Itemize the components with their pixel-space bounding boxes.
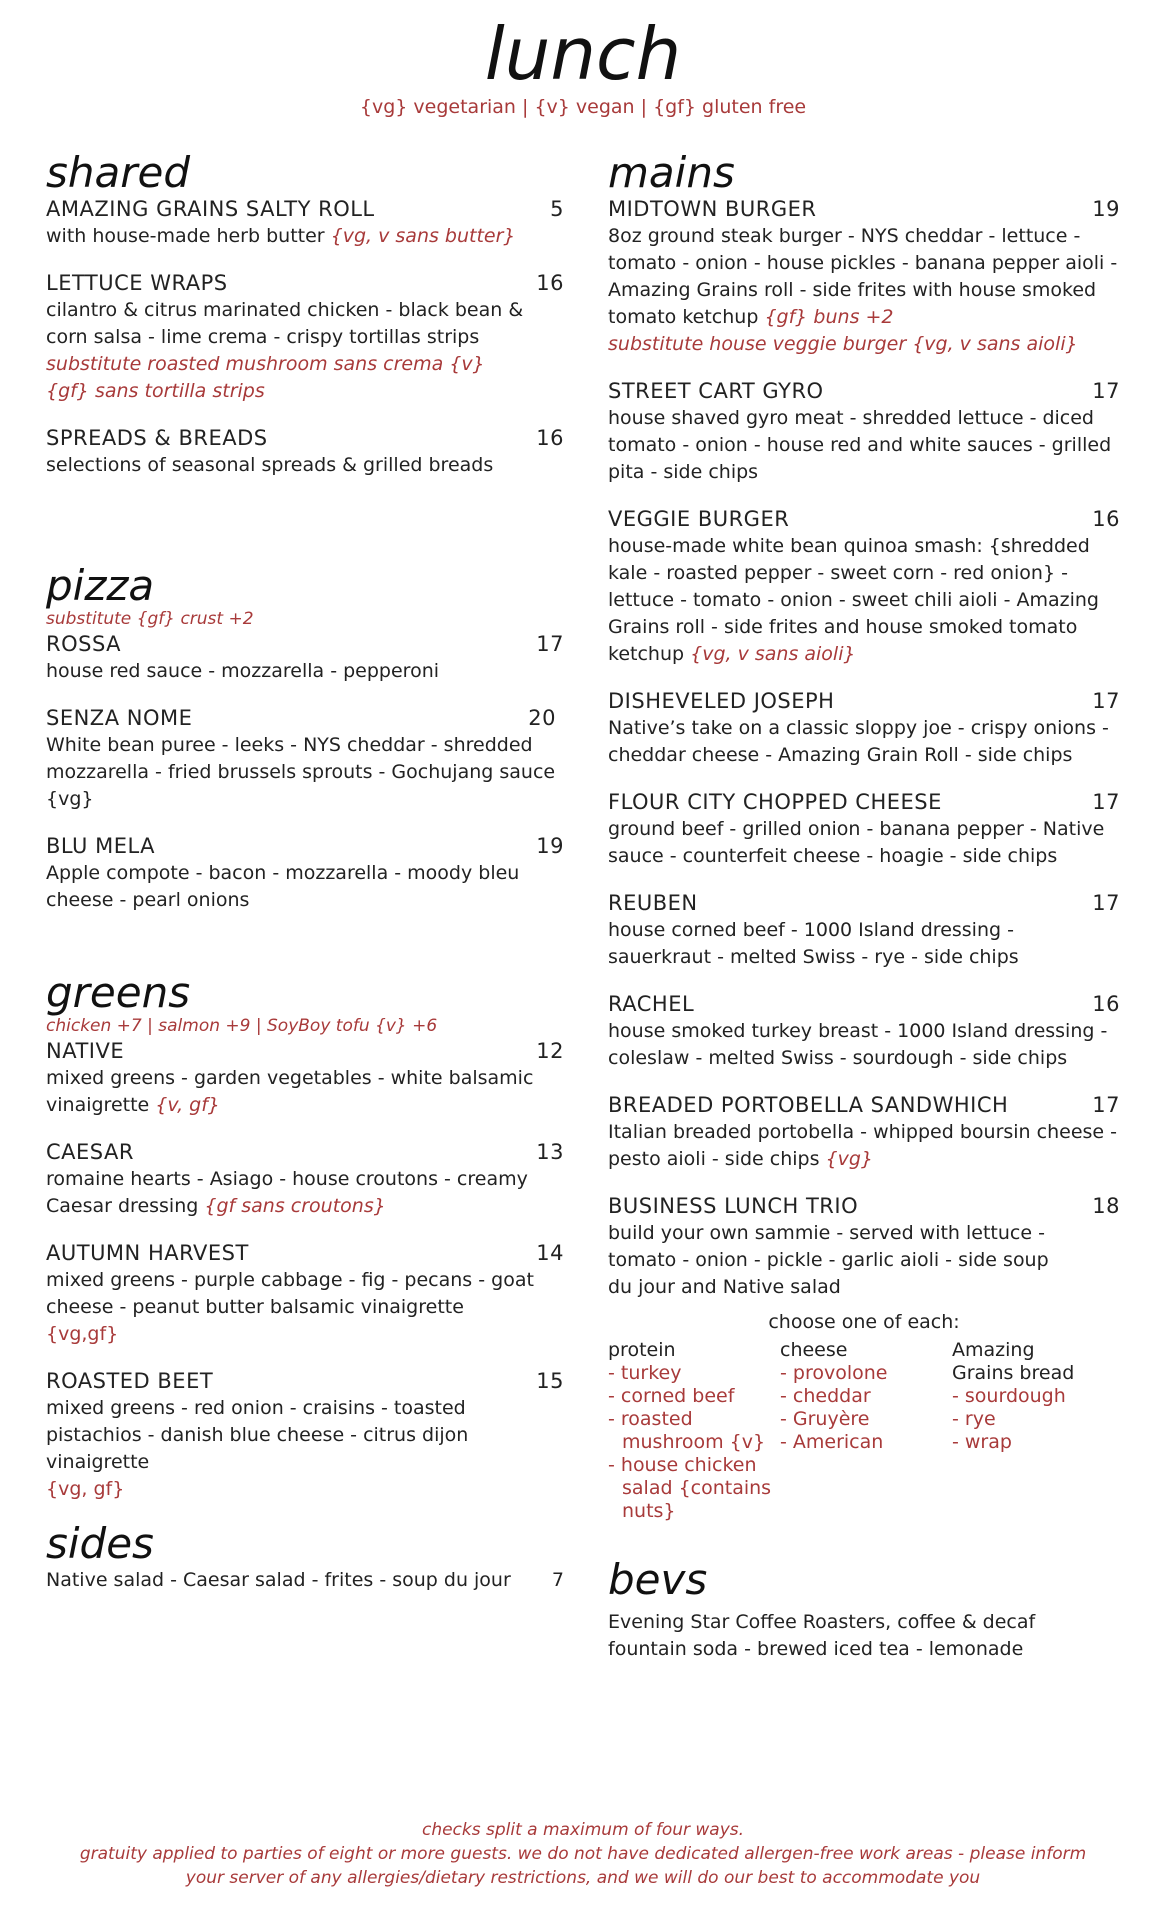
trio-option: - rye <box>952 1408 996 1430</box>
item-substitution: {gf} sans tortilla strips <box>46 380 265 402</box>
item-description: Apple compote - bacon - mozzarella - moody bleu cheese - pearl onions <box>46 862 520 911</box>
dietary-tag: {vg, gf} <box>46 1478 125 1500</box>
item-price: 17 <box>1092 1093 1120 1117</box>
item-name: NATIVE <box>46 1039 125 1063</box>
section-shared <box>46 148 564 479</box>
trio-option: - wrap <box>952 1431 1012 1453</box>
item-name: BUSINESS LUNCH TRIO <box>608 1194 859 1218</box>
item-description: mixed greens - garden vegetables - white balsamic vinaigrette <box>46 1067 534 1116</box>
item-price: 17 <box>1092 790 1120 814</box>
footer-line: gratuity applied to parties of eight or more guests. we do not have dedicated allergen-free work areas - please inform <box>79 1844 1087 1864</box>
item-description: ground beef - grilled onion - banana pepper - Native sauce - counterfeit cheese - hoagie - side chips <box>608 818 1105 867</box>
item-description: build your own sammie - served with lettuce - tomato - onion - pickle - garlic aioli - side soup du jour and Native salad <box>608 1222 1049 1298</box>
item-name: RACHEL <box>608 992 695 1016</box>
item-price: 16 <box>1092 507 1120 531</box>
item-price: 19 <box>536 834 564 858</box>
menu-item <box>46 833 564 914</box>
trio-option: - cheddar <box>780 1385 871 1407</box>
trio-protein-column <box>608 1339 780 1523</box>
item-price: 17 <box>536 632 564 656</box>
item-description: cilantro & citrus marinated chicken - black bean & corn salsa - lime crema - crispy tortillas strips <box>46 299 524 348</box>
trio-option: - provolone <box>780 1362 888 1384</box>
item-description: White bean puree - leeks - NYS cheddar - shredded mozzarella - fried brussels sprouts - Gochujang sauce {vg} <box>46 734 556 810</box>
dietary-legend: {vg} vegetarian | {v} vegan | {gf} gluten free <box>359 96 807 118</box>
item-name: REUBEN <box>608 891 698 915</box>
item-substitution: substitute house veggie burger {vg, v sans aioli} <box>608 333 1078 355</box>
section-bevs <box>608 1555 1120 1663</box>
section-title-bevs: bevs <box>608 1555 708 1604</box>
item-name: DISHEVELED JOSEPH <box>608 689 835 713</box>
item-price: 16 <box>1092 992 1120 1016</box>
footer-notice <box>0 1818 1166 1890</box>
sides-description: Native salad - Caesar salad - frites - soup du jour <box>46 1569 511 1591</box>
item-description: 8oz ground steak burger - NYS cheddar - lettuce - tomato - onion - house pickles - banana pepper aioli - Amazing Grains roll - side frites with house smoked tomato ketchup <box>608 225 1118 328</box>
section-greens <box>46 968 564 1503</box>
item-price: 13 <box>536 1140 564 1164</box>
item-name: STREET CART GYRO <box>608 379 824 403</box>
trio-option: - roasted mushroom {v} <box>608 1408 766 1453</box>
trio-option: - Gruyère <box>780 1408 870 1430</box>
item-description: with house-made herb butter <box>46 225 325 247</box>
dietary-tag: {vg} <box>825 1148 874 1170</box>
trio-column-label: cheese <box>780 1339 848 1361</box>
section-title-mains: mains <box>608 148 735 197</box>
right-column <box>608 148 1120 1663</box>
menu-item <box>608 1193 1120 1301</box>
menu-item <box>608 789 1120 870</box>
item-description: house-made white bean quinoa smash: {shredded kale - roasted pepper - sweet corn - red onion} - lettuce - tomato - onion - sweet chili aioli - Amazing Grains roll - side frites and house smoked tomato ketchup <box>608 535 1099 665</box>
item-price: 17 <box>1092 891 1120 915</box>
item-name: VEGGIE BURGER <box>608 507 790 531</box>
left-column <box>46 148 564 1594</box>
section-title-pizza: pizza <box>46 561 155 610</box>
trio-column-label: Amazing Grains bread <box>952 1339 1075 1384</box>
item-description: romaine hearts - Asiago - house croutons - creamy Caesar dressing <box>46 1168 528 1217</box>
trio-option: - house chicken salad {contains nuts} <box>608 1454 772 1522</box>
menu-item <box>46 196 564 250</box>
section-mains <box>608 148 1120 1523</box>
item-price: 17 <box>1092 689 1120 713</box>
item-description: house shaved gyro meat - shredded lettuce - diced tomato - onion - house red and white sauces - grilled pita - side chips <box>608 407 1112 483</box>
menu-item <box>46 705 564 813</box>
item-price: 16 <box>536 426 564 450</box>
menu-item <box>608 196 1120 358</box>
item-price: 16 <box>536 271 564 295</box>
item-name: SENZA NOME <box>46 706 193 730</box>
menu-item <box>608 506 1120 668</box>
menu-item <box>46 631 564 685</box>
item-name: ROASTED BEET <box>46 1369 214 1393</box>
item-price: 7 <box>551 1569 564 1591</box>
item-description: house smoked turkey breast - 1000 Island dressing - coleslaw - melted Swiss - sourdough - side chips <box>608 1020 1108 1069</box>
trio-cheese-column <box>780 1339 952 1523</box>
section-note: chicken +7 | salmon +9 | SoyBoy tofu {v} +6 <box>46 1016 438 1036</box>
dietary-tag: {gf} buns +2 <box>764 306 894 328</box>
item-name: AUTUMN HARVEST <box>46 1241 249 1265</box>
item-name: MIDTOWN BURGER <box>608 197 817 221</box>
footer-line: checks split a maximum of four ways. <box>421 1820 745 1840</box>
menu-title: lunch <box>484 12 682 96</box>
item-price: 12 <box>536 1039 564 1063</box>
item-name: LETTUCE WRAPS <box>46 271 228 295</box>
item-price: 5 <box>550 197 564 221</box>
item-substitution: substitute roasted mushroom sans crema {v} <box>46 353 485 375</box>
trio-column-label: protein <box>608 1339 676 1361</box>
trio-options <box>608 1339 1120 1523</box>
item-description: mixed greens - red onion - craisins - toasted pistachios - danish blue cheese - citrus dijon vinaigrette <box>46 1397 469 1473</box>
section-title-greens: greens <box>46 968 191 1017</box>
menu-item <box>608 688 1120 769</box>
menu-item <box>608 378 1120 486</box>
item-name: FLOUR CITY CHOPPED CHEESE <box>608 790 942 814</box>
item-name: AMAZING GRAINS SALTY ROLL <box>46 197 375 221</box>
dietary-tag: {gf sans croutons} <box>204 1195 386 1217</box>
item-price: 17 <box>1092 379 1120 403</box>
menu-item <box>608 890 1120 971</box>
trio-option: - sourdough <box>952 1385 1066 1407</box>
trio-instructions: choose one of each: <box>768 1311 960 1333</box>
bevs-line: Evening Star Coffee Roasters, coffee & decaf <box>608 1611 1036 1633</box>
menu-item <box>46 270 564 405</box>
dietary-tag: {vg, v sans aioli} <box>690 643 856 665</box>
menu-item <box>608 1092 1120 1173</box>
item-name: SPREADS & BREADS <box>46 426 268 450</box>
trio-option: - corned beef <box>608 1385 735 1407</box>
section-pizza <box>46 561 564 914</box>
item-description: mixed greens - purple cabbage - fig - pecans - goat cheese - peanut butter balsamic vinaigrette <box>46 1269 534 1318</box>
dietary-tag: {vg,gf} <box>46 1323 119 1345</box>
menu-item <box>46 1139 564 1220</box>
item-description: house corned beef - 1000 Island dressing - sauerkraut - melted Swiss - rye - side chips <box>608 919 1019 968</box>
item-name: BLU MELA <box>46 834 156 858</box>
menu-item <box>608 991 1120 1072</box>
footer-line: your server of any allergies/dietary restrictions, and we will do our best to accommodate you <box>185 1868 981 1888</box>
menu-item <box>46 1368 564 1503</box>
item-price: 19 <box>1092 197 1120 221</box>
item-description: Native’s take on a classic sloppy joe - crispy onions - cheddar cheese - Amazing Grain Roll - side chips <box>608 717 1109 766</box>
item-description: selections of seasonal spreads & grilled breads <box>46 454 494 476</box>
section-note: substitute {gf} crust +2 <box>46 609 254 629</box>
item-description: Italian breaded portobella - whipped boursin cheese - pesto aioli - side chips <box>608 1121 1117 1170</box>
menu-item <box>46 1240 564 1348</box>
item-name: BREADED PORTOBELLA SANDWHICH <box>608 1093 1009 1117</box>
trio-option: - turkey <box>608 1362 682 1384</box>
item-name: CAESAR <box>46 1140 134 1164</box>
item-price: 18 <box>1092 1194 1120 1218</box>
item-price: 20 <box>528 706 556 730</box>
bevs-line: fountain soda - brewed iced tea - lemonade <box>608 1638 1024 1660</box>
menu-item <box>46 425 564 479</box>
item-price: 15 <box>536 1369 564 1393</box>
dietary-tag: {v, gf} <box>155 1094 220 1116</box>
section-title-sides: sides <box>46 1519 154 1568</box>
section-sides <box>46 1519 564 1594</box>
section-title-shared: shared <box>46 148 191 197</box>
item-price: 14 <box>536 1241 564 1265</box>
menu-item <box>46 1038 564 1119</box>
item-name: ROSSA <box>46 632 122 656</box>
trio-bread-column <box>952 1339 1082 1523</box>
trio-option: - American <box>780 1431 884 1453</box>
item-description: house red sauce - mozzarella - pepperoni <box>46 660 440 682</box>
dietary-tag: {vg, v sans butter} <box>330 225 516 247</box>
